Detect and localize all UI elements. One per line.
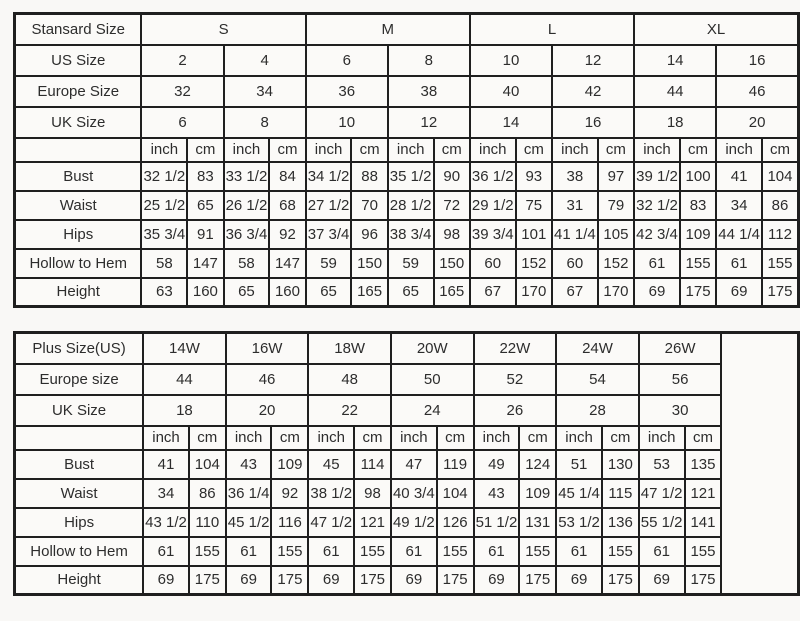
measurement-cell: 61 [308,537,354,566]
size-value-cell: 18 [634,107,716,138]
measurement-cell: 61 [639,537,685,566]
row-label: Hips [15,508,144,537]
unit-cm-cell: cm [187,138,223,162]
measurement-cell: 26 1/2 [224,191,270,220]
measurement-cell: 165 [351,278,387,307]
measurement-cell: 160 [187,278,223,307]
measurement-cell: 84 [269,162,305,191]
size-value-cell: 16 [552,107,634,138]
measurement-cell: 32 1/2 [634,191,680,220]
measurement-cell: 31 [552,191,598,220]
unit-inch-cell: inch [306,138,352,162]
size-value-cell: 10 [470,45,552,76]
measurement-cell: 147 [187,249,223,278]
measurement-cell: 69 [143,566,189,595]
measurement-cell: 72 [434,191,470,220]
measurement-cell: 75 [516,191,552,220]
measurement-cell: 104 [762,162,799,191]
measurement-cell: 170 [598,278,634,307]
size-value-cell: 4 [224,45,306,76]
measurement-cell: 121 [354,508,391,537]
size-value-cell: 32 [141,76,223,107]
measurement-cell: 135 [685,450,722,479]
size-value-cell: 36 [306,76,388,107]
measurement-cell: 109 [519,479,556,508]
measurement-cell: 45 1/2 [226,508,272,537]
measurement-cell: 65 [306,278,352,307]
measurement-cell: 86 [762,191,799,220]
measurement-cell: 40 3/4 [391,479,437,508]
measurement-cell: 49 1/2 [391,508,437,537]
measurement-cell: 175 [437,566,474,595]
size-value-cell: 56 [639,364,722,395]
measurement-cell: 150 [434,249,470,278]
measurement-cell: 39 3/4 [470,220,516,249]
measurement-cell: 36 3/4 [224,220,270,249]
size-group-cell: 16W [226,333,309,364]
unit-cm-cell: cm [762,138,799,162]
size-value-cell: 6 [141,107,223,138]
measurement-cell: 100 [680,162,716,191]
size-value-cell: 30 [639,395,722,426]
measurement-cell: 69 [639,566,685,595]
measurement-cell: 33 1/2 [224,162,270,191]
measurement-cell: 69 [308,566,354,595]
measurement-cell: 152 [516,249,552,278]
row-label: UK Size [15,107,142,138]
measurement-cell: 35 1/2 [388,162,434,191]
measurement-cell: 58 [224,249,270,278]
size-value-cell: 14 [634,45,716,76]
unit-cm-cell: cm [680,138,716,162]
measurement-cell: 28 1/2 [388,191,434,220]
size-value-cell: 8 [388,45,470,76]
measurement-cell: 98 [354,479,391,508]
unit-cm-cell: cm [271,426,308,450]
size-value-cell: 42 [552,76,634,107]
measurement-cell: 150 [351,249,387,278]
measurement-cell: 61 [226,537,272,566]
size-value-cell: 46 [226,364,309,395]
measurement-cell: 36 1/2 [470,162,516,191]
size-value-cell: 52 [474,364,557,395]
measurement-cell: 91 [187,220,223,249]
unit-cm-cell: cm [519,426,556,450]
measurement-cell: 39 1/2 [634,162,680,191]
unit-inch-cell: inch [552,138,598,162]
row-label: Waist [15,479,144,508]
measurement-cell: 109 [271,450,308,479]
measurement-cell: 112 [762,220,799,249]
measurement-cell: 131 [519,508,556,537]
measurement-cell: 155 [762,249,799,278]
size-group-cell: 22W [474,333,557,364]
measurement-cell: 83 [187,162,223,191]
measurement-cell: 79 [598,191,634,220]
measurement-cell: 93 [516,162,552,191]
row-label: Height [15,278,142,307]
measurement-cell: 60 [552,249,598,278]
row-label: US Size [15,45,142,76]
unit-cm-cell: cm [269,138,305,162]
measurement-cell: 104 [189,450,226,479]
size-value-cell: 48 [308,364,391,395]
measurement-cell: 152 [598,249,634,278]
size-group-cell: 20W [391,333,474,364]
measurement-cell: 155 [189,537,226,566]
measurement-cell: 121 [685,479,722,508]
measurement-cell: 165 [434,278,470,307]
row-label: Europe size [15,364,144,395]
measurement-cell: 126 [437,508,474,537]
measurement-cell: 61 [716,249,762,278]
measurement-cell: 175 [189,566,226,595]
size-group-cell: XL [634,14,798,45]
size-value-cell: 34 [224,76,306,107]
measurement-cell: 43 [226,450,272,479]
measurement-cell: 61 [143,537,189,566]
size-group-cell: S [141,14,305,45]
measurement-cell: 51 [556,450,602,479]
measurement-cell: 38 [552,162,598,191]
size-value-cell: 22 [308,395,391,426]
unit-inch-cell: inch [224,138,270,162]
size-value-cell: 10 [306,107,388,138]
measurement-cell: 38 1/2 [308,479,354,508]
measurement-cell: 63 [141,278,187,307]
measurement-cell: 110 [189,508,226,537]
row-label: Hollow to Hem [15,249,142,278]
measurement-cell: 32 1/2 [141,162,187,191]
measurement-cell: 37 3/4 [306,220,352,249]
measurement-cell: 175 [271,566,308,595]
row-label: Hips [15,220,142,249]
size-value-cell: 12 [388,107,470,138]
measurement-cell: 175 [685,566,722,595]
measurement-cell: 96 [351,220,387,249]
measurement-cell: 61 [556,537,602,566]
measurement-cell: 109 [680,220,716,249]
measurement-cell: 45 [308,450,354,479]
measurement-cell: 34 [716,191,762,220]
measurement-cell: 90 [434,162,470,191]
size-group-cell: 18W [308,333,391,364]
measurement-cell: 65 [388,278,434,307]
size-value-cell: 20 [226,395,309,426]
measurement-cell: 88 [351,162,387,191]
table-header-label: Stansard Size [15,14,142,45]
size-value-cell: 54 [556,364,639,395]
measurement-cell: 175 [762,278,799,307]
measurement-cell: 53 1/2 [556,508,602,537]
measurement-cell: 59 [306,249,352,278]
unit-inch-cell: inch [388,138,434,162]
measurement-cell: 170 [516,278,552,307]
measurement-cell: 97 [598,162,634,191]
unit-inch-cell: inch [556,426,602,450]
measurement-cell: 36 1/4 [226,479,272,508]
measurement-cell: 60 [470,249,516,278]
measurement-cell: 147 [269,249,305,278]
measurement-cell: 155 [437,537,474,566]
measurement-cell: 35 3/4 [141,220,187,249]
unit-cm-cell: cm [598,138,634,162]
unit-cm-cell: cm [354,426,391,450]
unit-inch-cell: inch [141,138,187,162]
table-header-label: Plus Size(US) [15,333,144,364]
row-label: Hollow to Hem [15,537,144,566]
measurement-cell: 119 [437,450,474,479]
unit-cm-cell: cm [602,426,639,450]
measurement-cell: 65 [187,191,223,220]
size-value-cell: 18 [143,395,226,426]
measurement-cell: 42 3/4 [634,220,680,249]
measurement-cell: 61 [474,537,520,566]
measurement-cell: 92 [271,479,308,508]
row-label: Bust [15,450,144,479]
size-value-cell: 44 [634,76,716,107]
measurement-cell: 175 [519,566,556,595]
unit-inch-cell: inch [716,138,762,162]
unit-inch-cell: inch [470,138,516,162]
measurement-cell: 155 [354,537,391,566]
table-gap [13,308,800,331]
measurement-cell: 25 1/2 [141,191,187,220]
size-value-cell: 14 [470,107,552,138]
unit-cm-cell: cm [189,426,226,450]
measurement-cell: 47 1/2 [308,508,354,537]
unit-inch-cell: inch [474,426,520,450]
row-label: Height [15,566,144,595]
measurement-cell: 68 [269,191,305,220]
size-value-cell: 12 [552,45,634,76]
row-label: UK Size [15,395,144,426]
measurement-cell: 41 [716,162,762,191]
measurement-cell: 175 [680,278,716,307]
measurement-cell: 65 [224,278,270,307]
size-value-cell: 20 [716,107,798,138]
row-label: Bust [15,162,142,191]
size-group-cell: 14W [143,333,226,364]
empty-column [721,333,798,595]
measurement-cell: 124 [519,450,556,479]
measurement-cell: 69 [391,566,437,595]
measurement-cell: 61 [391,537,437,566]
measurement-cell: 98 [434,220,470,249]
measurement-cell: 155 [685,537,722,566]
unit-cm-cell: cm [516,138,552,162]
measurement-cell: 69 [556,566,602,595]
size-value-cell: 50 [391,364,474,395]
measurement-cell: 86 [189,479,226,508]
size-value-cell: 28 [556,395,639,426]
measurement-cell: 44 1/4 [716,220,762,249]
measurement-cell: 45 1/4 [556,479,602,508]
size-value-cell: 16 [716,45,798,76]
measurement-cell: 38 3/4 [388,220,434,249]
measurement-cell: 69 [716,278,762,307]
measurement-cell: 27 1/2 [306,191,352,220]
measurement-cell: 92 [269,220,305,249]
measurement-cell: 114 [354,450,391,479]
measurement-cell: 47 1/2 [639,479,685,508]
size-value-cell: 40 [470,76,552,107]
size-value-cell: 44 [143,364,226,395]
measurement-cell: 155 [271,537,308,566]
unit-cm-cell: cm [685,426,722,450]
measurement-cell: 43 1/2 [143,508,189,537]
empty-label-cell [15,426,144,450]
unit-inch-cell: inch [639,426,685,450]
measurement-cell: 101 [516,220,552,249]
measurement-cell: 104 [437,479,474,508]
measurement-cell: 69 [474,566,520,595]
size-value-cell: 26 [474,395,557,426]
measurement-cell: 41 1/4 [552,220,598,249]
size-group-cell: 26W [639,333,722,364]
row-label: Waist [15,191,142,220]
measurement-cell: 83 [680,191,716,220]
size-value-cell: 8 [224,107,306,138]
measurement-cell: 116 [271,508,308,537]
size-group-cell: 24W [556,333,639,364]
measurement-cell: 47 [391,450,437,479]
plus-size-table [13,331,800,596]
measurement-cell: 69 [226,566,272,595]
unit-inch-cell: inch [308,426,354,450]
measurement-cell: 58 [141,249,187,278]
size-group-cell: L [470,14,634,45]
measurement-cell: 160 [269,278,305,307]
measurement-cell: 53 [639,450,685,479]
measurement-cell: 69 [634,278,680,307]
size-value-cell: 24 [391,395,474,426]
measurement-cell: 70 [351,191,387,220]
measurement-cell: 175 [602,566,639,595]
measurement-cell: 41 [143,450,189,479]
measurement-cell: 61 [634,249,680,278]
measurement-cell: 59 [388,249,434,278]
unit-cm-cell: cm [351,138,387,162]
measurement-cell: 155 [680,249,716,278]
measurement-cell: 175 [354,566,391,595]
size-group-cell: M [306,14,470,45]
measurement-cell: 34 [143,479,189,508]
measurement-cell: 115 [602,479,639,508]
measurement-cell: 141 [685,508,722,537]
measurement-cell: 130 [602,450,639,479]
unit-inch-cell: inch [634,138,680,162]
measurement-cell: 155 [519,537,556,566]
empty-label-cell [15,138,142,162]
measurement-cell: 55 1/2 [639,508,685,537]
unit-cm-cell: cm [434,138,470,162]
measurement-cell: 43 [474,479,520,508]
measurement-cell: 155 [602,537,639,566]
unit-cm-cell: cm [437,426,474,450]
unit-inch-cell: inch [226,426,272,450]
measurement-cell: 67 [552,278,598,307]
size-value-cell: 6 [306,45,388,76]
measurement-cell: 136 [602,508,639,537]
size-value-cell: 38 [388,76,470,107]
standard-size-table [13,12,800,308]
measurement-cell: 29 1/2 [470,191,516,220]
measurement-cell: 34 1/2 [306,162,352,191]
measurement-cell: 49 [474,450,520,479]
size-value-cell: 2 [141,45,223,76]
row-label: Europe Size [15,76,142,107]
measurement-cell: 105 [598,220,634,249]
unit-inch-cell: inch [391,426,437,450]
unit-inch-cell: inch [143,426,189,450]
size-value-cell: 46 [716,76,798,107]
measurement-cell: 67 [470,278,516,307]
measurement-cell: 51 1/2 [474,508,520,537]
